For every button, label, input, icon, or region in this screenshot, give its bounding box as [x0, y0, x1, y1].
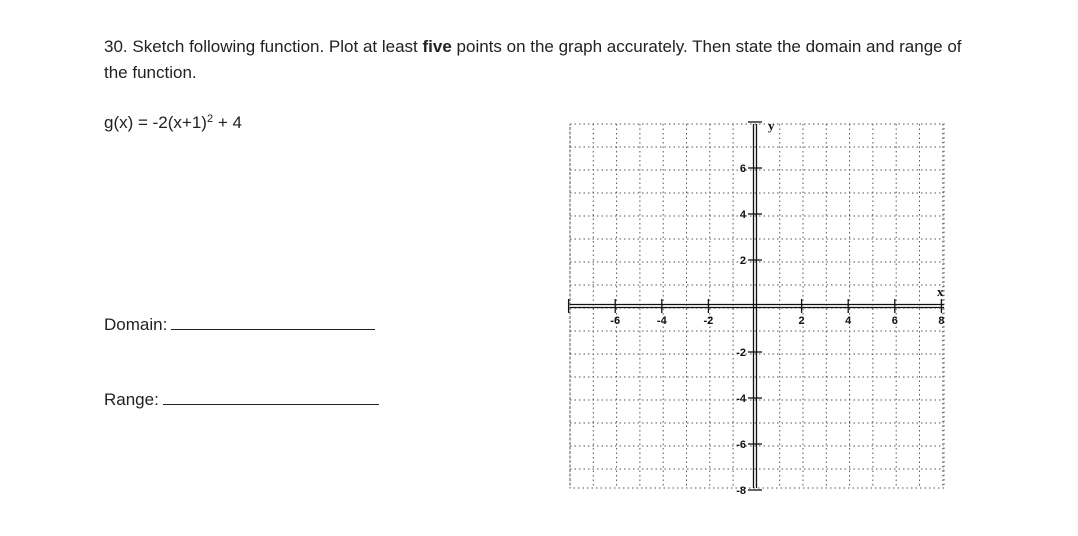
x-tick-label: -2: [703, 315, 714, 327]
y-axis-label: y: [768, 118, 775, 133]
x-tick-label: 8: [938, 315, 945, 327]
function-exponent: 2: [206, 113, 214, 125]
y-tick-label: -8: [736, 485, 746, 497]
y-tick-label: -6: [736, 439, 746, 451]
y-tick-label: 6: [739, 163, 746, 175]
question-instruction-end: points on the graph accurately. Then state the domain and range of the function.: [104, 37, 962, 82]
axes: [570, 124, 944, 488]
x-tick-label: -6: [610, 315, 621, 327]
question-bold-word: five: [422, 37, 452, 56]
domain-label: Domain:: [104, 315, 168, 334]
x-tick-label: -4: [656, 315, 667, 327]
range-label: Range:: [104, 390, 159, 409]
question-number: 30.: [104, 37, 128, 56]
x-tick-label: 6: [891, 315, 898, 327]
y-tick-label: 2: [739, 255, 746, 267]
x-tick-label: 4: [845, 315, 852, 327]
y-tick-label: 4: [739, 209, 746, 221]
function-rhs: + 4: [213, 113, 242, 132]
x-axis-label: x: [937, 284, 944, 299]
tick-labels: [610, 163, 944, 497]
y-tick-label: -2: [736, 347, 746, 359]
question-instruction-start: Sketch following function. Plot at least: [132, 37, 418, 56]
function-lhs: g(x) = -2(x+1): [104, 113, 207, 132]
axis-ticks: [569, 122, 945, 490]
x-tick-label: 2: [798, 315, 805, 327]
y-tick-label: -4: [736, 393, 746, 405]
